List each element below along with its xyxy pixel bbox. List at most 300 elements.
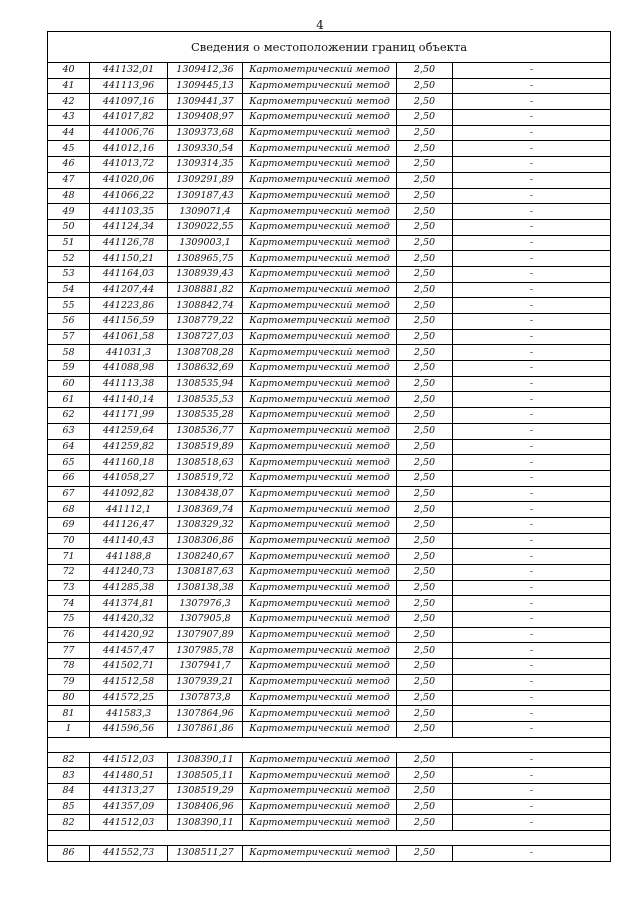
method-cell: Картометрический метод — [243, 643, 397, 659]
method-cell: Картометрический метод — [243, 141, 397, 157]
y-coordinate-cell: 1308369,74 — [168, 502, 243, 518]
y-coordinate-cell: 1308511,27 — [168, 846, 243, 862]
description-cell: - — [453, 752, 611, 768]
point-number-cell: 71 — [48, 549, 90, 565]
method-cell: Картометрический метод — [243, 706, 397, 722]
x-coordinate-cell: 441012,16 — [90, 141, 168, 157]
accuracy-cell: 2,50 — [397, 392, 453, 408]
accuracy-cell: 2,50 — [397, 706, 453, 722]
description-cell: - — [453, 188, 611, 204]
accuracy-cell: 2,50 — [397, 423, 453, 439]
method-cell: Картометрический метод — [243, 408, 397, 424]
accuracy-cell: 2,50 — [397, 219, 453, 235]
accuracy-cell: 2,50 — [397, 565, 453, 581]
method-cell: Картометрический метод — [243, 721, 397, 737]
y-coordinate-cell: 1307861,86 — [168, 721, 243, 737]
description-cell: - — [453, 706, 611, 722]
table-row — [48, 298, 611, 314]
table-row — [48, 752, 611, 768]
point-number-cell: 46 — [48, 157, 90, 173]
description-cell: - — [453, 799, 611, 815]
x-coordinate-cell: 441017,82 — [90, 110, 168, 126]
x-coordinate-cell: 441480,51 — [90, 768, 168, 784]
point-number-cell: 62 — [48, 408, 90, 424]
point-number-cell: 59 — [48, 361, 90, 377]
table-row — [48, 439, 611, 455]
y-coordinate-cell: 1308535,53 — [168, 392, 243, 408]
y-coordinate-cell: 1308727,03 — [168, 329, 243, 345]
table-row — [48, 423, 611, 439]
table-row — [48, 282, 611, 298]
y-coordinate-cell: 1309314,35 — [168, 157, 243, 173]
table-row — [48, 612, 611, 628]
point-number-cell: 74 — [48, 596, 90, 612]
description-cell: - — [453, 721, 611, 737]
method-cell: Картометрический метод — [243, 78, 397, 94]
y-coordinate-cell: 1308939,43 — [168, 266, 243, 282]
y-coordinate-cell: 1308438,07 — [168, 486, 243, 502]
method-cell: Картометрический метод — [243, 612, 397, 628]
method-cell: Картометрический метод — [243, 110, 397, 126]
method-cell: Картометрический метод — [243, 517, 397, 533]
point-number-cell: 54 — [48, 282, 90, 298]
point-number-cell: 43 — [48, 110, 90, 126]
y-coordinate-cell: 1307873,8 — [168, 690, 243, 706]
method-cell: Картометрический метод — [243, 157, 397, 173]
x-coordinate-cell: 441164,03 — [90, 266, 168, 282]
accuracy-cell: 2,50 — [397, 172, 453, 188]
method-cell: Картометрический метод — [243, 768, 397, 784]
accuracy-cell: 2,50 — [397, 125, 453, 141]
accuracy-cell: 2,50 — [397, 470, 453, 486]
accuracy-cell: 2,50 — [397, 783, 453, 799]
x-coordinate-cell: 441240,73 — [90, 565, 168, 581]
point-number-cell: 51 — [48, 235, 90, 251]
method-cell: Картометрический метод — [243, 470, 397, 486]
y-coordinate-cell: 1308708,28 — [168, 345, 243, 361]
description-cell: - — [453, 266, 611, 282]
accuracy-cell: 2,50 — [397, 549, 453, 565]
accuracy-cell: 2,50 — [397, 376, 453, 392]
x-coordinate-cell: 441502,71 — [90, 659, 168, 675]
method-cell: Картометрический метод — [243, 361, 397, 377]
table-row — [48, 517, 611, 533]
description-cell: - — [453, 439, 611, 455]
method-cell: Картометрический метод — [243, 799, 397, 815]
description-cell: - — [453, 815, 611, 831]
y-coordinate-cell: 1308240,67 — [168, 549, 243, 565]
description-cell: - — [453, 94, 611, 110]
x-coordinate-cell: 441188,8 — [90, 549, 168, 565]
accuracy-cell: 2,50 — [397, 721, 453, 737]
x-coordinate-cell: 441572,25 — [90, 690, 168, 706]
accuracy-cell: 2,50 — [397, 78, 453, 94]
description-cell: - — [453, 517, 611, 533]
method-cell: Картометрический метод — [243, 815, 397, 831]
y-coordinate-cell: 1308632,69 — [168, 361, 243, 377]
x-coordinate-cell: 441088,98 — [90, 361, 168, 377]
description-cell: - — [453, 329, 611, 345]
point-number-cell: 77 — [48, 643, 90, 659]
description-cell: - — [453, 627, 611, 643]
y-coordinate-cell: 1309071,4 — [168, 204, 243, 220]
y-coordinate-cell: 1307941,7 — [168, 659, 243, 675]
x-coordinate-cell: 441160,18 — [90, 455, 168, 471]
x-coordinate-cell: 441357,09 — [90, 799, 168, 815]
point-number-cell: 86 — [48, 846, 90, 862]
accuracy-cell: 2,50 — [397, 141, 453, 157]
point-number-cell: 48 — [48, 188, 90, 204]
method-cell: Картометрический метод — [243, 549, 397, 565]
x-coordinate-cell: 441150,21 — [90, 251, 168, 267]
accuracy-cell: 2,50 — [397, 329, 453, 345]
y-coordinate-cell: 1308519,89 — [168, 439, 243, 455]
point-number-cell: 68 — [48, 502, 90, 518]
table-row — [48, 408, 611, 424]
y-coordinate-cell: 1308881,82 — [168, 282, 243, 298]
description-cell: - — [453, 314, 611, 330]
accuracy-cell: 2,50 — [397, 659, 453, 675]
spacer-row — [48, 831, 611, 846]
table-row — [48, 361, 611, 377]
method-cell: Картометрический метод — [243, 596, 397, 612]
y-coordinate-cell: 1308187,63 — [168, 565, 243, 581]
y-coordinate-cell: 1308535,28 — [168, 408, 243, 424]
y-coordinate-cell: 1308842,74 — [168, 298, 243, 314]
x-coordinate-cell: 441140,43 — [90, 533, 168, 549]
method-cell: Картометрический метод — [243, 345, 397, 361]
accuracy-cell: 2,50 — [397, 298, 453, 314]
description-cell: - — [453, 376, 611, 392]
point-number-cell: 82 — [48, 815, 90, 831]
description-cell: - — [453, 408, 611, 424]
table-title-row — [48, 32, 611, 63]
point-number-cell: 58 — [48, 345, 90, 361]
point-number-cell: 45 — [48, 141, 90, 157]
description-cell: - — [453, 565, 611, 581]
description-cell: - — [453, 361, 611, 377]
accuracy-cell: 2,50 — [397, 204, 453, 220]
x-coordinate-cell: 441420,92 — [90, 627, 168, 643]
point-number-cell: 63 — [48, 423, 90, 439]
accuracy-cell: 2,50 — [397, 533, 453, 549]
y-coordinate-cell: 1309412,36 — [168, 63, 243, 79]
method-cell: Картометрический метод — [243, 329, 397, 345]
description-cell: - — [453, 392, 611, 408]
y-coordinate-cell: 1309373,68 — [168, 125, 243, 141]
x-coordinate-cell: 441512,58 — [90, 674, 168, 690]
description-cell: - — [453, 63, 611, 79]
point-number-cell: 81 — [48, 706, 90, 722]
y-coordinate-cell: 1309441,37 — [168, 94, 243, 110]
spacer-cell — [48, 831, 611, 846]
method-cell: Картометрический метод — [243, 565, 397, 581]
description-cell: - — [453, 612, 611, 628]
point-number-cell: 40 — [48, 63, 90, 79]
table-row — [48, 627, 611, 643]
y-coordinate-cell: 1308138,38 — [168, 580, 243, 596]
x-coordinate-cell: 441285,38 — [90, 580, 168, 596]
description-cell: - — [453, 643, 611, 659]
accuracy-cell: 2,50 — [397, 455, 453, 471]
point-number-cell: 67 — [48, 486, 90, 502]
method-cell: Картометрический метод — [243, 533, 397, 549]
accuracy-cell: 2,50 — [397, 439, 453, 455]
description-cell: - — [453, 486, 611, 502]
table-row — [48, 376, 611, 392]
point-number-cell: 80 — [48, 690, 90, 706]
method-cell: Картометрический метод — [243, 251, 397, 267]
table-row — [48, 219, 611, 235]
method-cell: Картометрический метод — [243, 455, 397, 471]
point-number-cell: 49 — [48, 204, 90, 220]
point-number-cell: 61 — [48, 392, 90, 408]
table-row — [48, 846, 611, 862]
y-coordinate-cell: 1307864,96 — [168, 706, 243, 722]
x-coordinate-cell: 441223,86 — [90, 298, 168, 314]
description-cell: - — [453, 125, 611, 141]
table-row — [48, 78, 611, 94]
accuracy-cell: 2,50 — [397, 282, 453, 298]
accuracy-cell: 2,50 — [397, 188, 453, 204]
method-cell: Картометрический метод — [243, 298, 397, 314]
accuracy-cell: 2,50 — [397, 94, 453, 110]
table-row — [48, 188, 611, 204]
method-cell: Картометрический метод — [243, 125, 397, 141]
table-row — [48, 235, 611, 251]
point-number-cell: 66 — [48, 470, 90, 486]
accuracy-cell: 2,50 — [397, 517, 453, 533]
accuracy-cell: 2,50 — [397, 235, 453, 251]
x-coordinate-cell: 441259,82 — [90, 439, 168, 455]
accuracy-cell: 2,50 — [397, 612, 453, 628]
method-cell: Картометрический метод — [243, 376, 397, 392]
table-row — [48, 470, 611, 486]
method-cell: Картометрический метод — [243, 752, 397, 768]
point-number-cell: 41 — [48, 78, 90, 94]
table-row — [48, 266, 611, 282]
table-body — [48, 32, 611, 862]
x-coordinate-cell: 441020,06 — [90, 172, 168, 188]
point-number-cell: 56 — [48, 314, 90, 330]
method-cell: Картометрический метод — [243, 266, 397, 282]
description-cell: - — [453, 674, 611, 690]
method-cell: Картометрический метод — [243, 204, 397, 220]
point-number-cell: 82 — [48, 752, 90, 768]
x-coordinate-cell: 441031,3 — [90, 345, 168, 361]
description-cell: - — [453, 768, 611, 784]
x-coordinate-cell: 441113,38 — [90, 376, 168, 392]
point-number-cell: 57 — [48, 329, 90, 345]
y-coordinate-cell: 1309445,13 — [168, 78, 243, 94]
accuracy-cell: 2,50 — [397, 690, 453, 706]
table-row — [48, 157, 611, 173]
point-number-cell: 73 — [48, 580, 90, 596]
x-coordinate-cell: 441171,99 — [90, 408, 168, 424]
page-number: 4 — [316, 18, 324, 32]
boundary-table — [47, 31, 611, 862]
method-cell: Картометрический метод — [243, 690, 397, 706]
method-cell: Картометрический метод — [243, 63, 397, 79]
accuracy-cell: 2,50 — [397, 799, 453, 815]
y-coordinate-cell: 1308329,32 — [168, 517, 243, 533]
description-cell: - — [453, 846, 611, 862]
y-coordinate-cell: 1308505,11 — [168, 768, 243, 784]
description-cell: - — [453, 549, 611, 565]
accuracy-cell: 2,50 — [397, 502, 453, 518]
table-row — [48, 721, 611, 737]
point-number-cell: 47 — [48, 172, 90, 188]
table-row — [48, 768, 611, 784]
y-coordinate-cell: 1308519,29 — [168, 783, 243, 799]
table-row — [48, 125, 611, 141]
table-row — [48, 549, 611, 565]
description-cell: - — [453, 282, 611, 298]
accuracy-cell: 2,50 — [397, 251, 453, 267]
point-number-cell: 79 — [48, 674, 90, 690]
accuracy-cell: 2,50 — [397, 63, 453, 79]
table-row — [48, 783, 611, 799]
y-coordinate-cell: 1308390,11 — [168, 752, 243, 768]
point-number-cell: 52 — [48, 251, 90, 267]
spacer-cell — [48, 737, 611, 752]
x-coordinate-cell: 441006,76 — [90, 125, 168, 141]
x-coordinate-cell: 441132,01 — [90, 63, 168, 79]
point-number-cell: 75 — [48, 612, 90, 628]
x-coordinate-cell: 441596,56 — [90, 721, 168, 737]
table-row — [48, 172, 611, 188]
accuracy-cell: 2,50 — [397, 345, 453, 361]
accuracy-cell: 2,50 — [397, 815, 453, 831]
x-coordinate-cell: 441512,03 — [90, 752, 168, 768]
y-coordinate-cell: 1308406,96 — [168, 799, 243, 815]
x-coordinate-cell: 441374,81 — [90, 596, 168, 612]
point-number-cell: 72 — [48, 565, 90, 581]
method-cell: Картометрический метод — [243, 282, 397, 298]
y-coordinate-cell: 1307907,89 — [168, 627, 243, 643]
y-coordinate-cell: 1308536,77 — [168, 423, 243, 439]
method-cell: Картометрический метод — [243, 392, 397, 408]
point-number-cell: 1 — [48, 721, 90, 737]
x-coordinate-cell: 441097,16 — [90, 94, 168, 110]
method-cell: Картометрический метод — [243, 674, 397, 690]
table-row — [48, 674, 611, 690]
method-cell: Картометрический метод — [243, 846, 397, 862]
point-number-cell: 83 — [48, 768, 90, 784]
description-cell: - — [453, 298, 611, 314]
point-number-cell: 64 — [48, 439, 90, 455]
description-cell: - — [453, 659, 611, 675]
table-row — [48, 690, 611, 706]
description-cell: - — [453, 455, 611, 471]
x-coordinate-cell: 441140,14 — [90, 392, 168, 408]
accuracy-cell: 2,50 — [397, 408, 453, 424]
x-coordinate-cell: 441259,64 — [90, 423, 168, 439]
accuracy-cell: 2,50 — [397, 596, 453, 612]
table-row — [48, 815, 611, 831]
accuracy-cell: 2,50 — [397, 361, 453, 377]
x-coordinate-cell: 441066,22 — [90, 188, 168, 204]
x-coordinate-cell: 441552,73 — [90, 846, 168, 862]
table-row — [48, 596, 611, 612]
x-coordinate-cell: 441126,47 — [90, 517, 168, 533]
y-coordinate-cell: 1309022,55 — [168, 219, 243, 235]
accuracy-cell: 2,50 — [397, 580, 453, 596]
y-coordinate-cell: 1307985,78 — [168, 643, 243, 659]
method-cell: Картометрический метод — [243, 423, 397, 439]
method-cell: Картометрический метод — [243, 502, 397, 518]
x-coordinate-cell: 441583,3 — [90, 706, 168, 722]
point-number-cell: 55 — [48, 298, 90, 314]
point-number-cell: 50 — [48, 219, 90, 235]
y-coordinate-cell: 1307939,21 — [168, 674, 243, 690]
accuracy-cell: 2,50 — [397, 266, 453, 282]
description-cell: - — [453, 596, 611, 612]
table-row — [48, 455, 611, 471]
y-coordinate-cell: 1308779,22 — [168, 314, 243, 330]
method-cell: Картометрический метод — [243, 172, 397, 188]
x-coordinate-cell: 441103,35 — [90, 204, 168, 220]
point-number-cell: 60 — [48, 376, 90, 392]
point-number-cell: 84 — [48, 783, 90, 799]
description-cell: - — [453, 204, 611, 220]
method-cell: Картометрический метод — [243, 439, 397, 455]
method-cell: Картометрический метод — [243, 627, 397, 643]
y-coordinate-cell: 1309330,54 — [168, 141, 243, 157]
accuracy-cell: 2,50 — [397, 627, 453, 643]
point-number-cell: 44 — [48, 125, 90, 141]
table-row — [48, 565, 611, 581]
point-number-cell: 85 — [48, 799, 90, 815]
y-coordinate-cell: 1308519,72 — [168, 470, 243, 486]
x-coordinate-cell: 441313,27 — [90, 783, 168, 799]
table-row — [48, 533, 611, 549]
method-cell: Картометрический метод — [243, 580, 397, 596]
method-cell: Картометрический метод — [243, 94, 397, 110]
point-number-cell: 53 — [48, 266, 90, 282]
description-cell: - — [453, 172, 611, 188]
table-row — [48, 659, 611, 675]
y-coordinate-cell: 1308390,11 — [168, 815, 243, 831]
table-row — [48, 706, 611, 722]
table-row — [48, 110, 611, 126]
description-cell: - — [453, 110, 611, 126]
accuracy-cell: 2,50 — [397, 752, 453, 768]
y-coordinate-cell: 1308535,94 — [168, 376, 243, 392]
point-number-cell: 70 — [48, 533, 90, 549]
y-coordinate-cell: 1308518,63 — [168, 455, 243, 471]
table-row — [48, 392, 611, 408]
method-cell: Картометрический метод — [243, 188, 397, 204]
x-coordinate-cell: 441113,96 — [90, 78, 168, 94]
y-coordinate-cell: 1308306,86 — [168, 533, 243, 549]
method-cell: Картометрический метод — [243, 235, 397, 251]
point-number-cell: 42 — [48, 94, 90, 110]
x-coordinate-cell: 441126,78 — [90, 235, 168, 251]
description-cell: - — [453, 235, 611, 251]
x-coordinate-cell: 441457,47 — [90, 643, 168, 659]
x-coordinate-cell: 441512,03 — [90, 815, 168, 831]
x-coordinate-cell: 441013,72 — [90, 157, 168, 173]
table-row — [48, 799, 611, 815]
point-number-cell: 65 — [48, 455, 90, 471]
description-cell: - — [453, 502, 611, 518]
description-cell: - — [453, 783, 611, 799]
table-row — [48, 580, 611, 596]
x-coordinate-cell: 441124,34 — [90, 219, 168, 235]
table-row — [48, 141, 611, 157]
description-cell: - — [453, 580, 611, 596]
